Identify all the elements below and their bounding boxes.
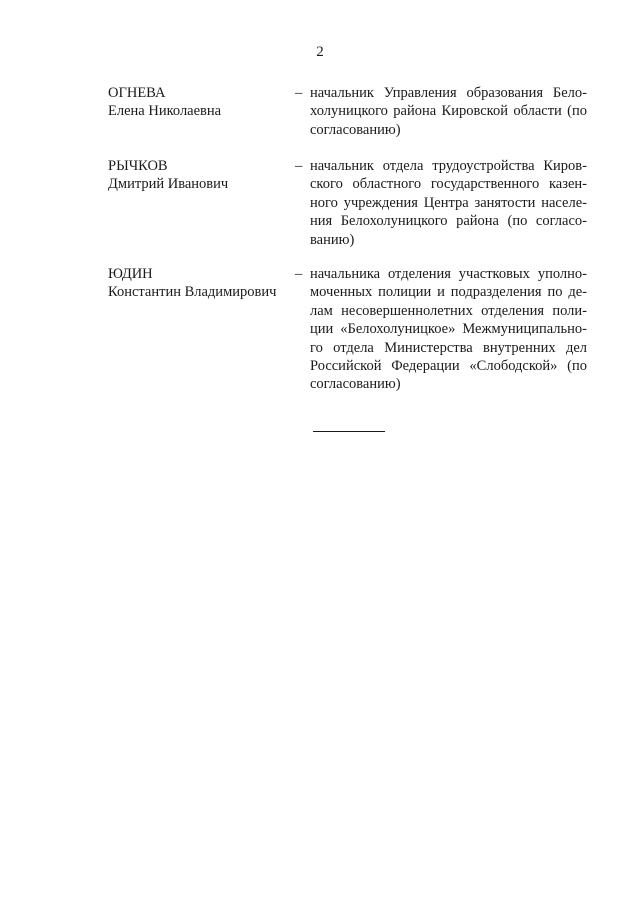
person-surname: ОГНЕВА [108, 85, 166, 101]
end-of-list-rule [313, 431, 385, 432]
person-name [108, 265, 288, 302]
person-given-names: Елена Николаевна [108, 103, 222, 120]
person-surname: РЫЧКОВ [108, 158, 168, 174]
person-position: начальник отдела трудоустройства Кировского областного государственного казенного учреждения Центра занятости населения Белохолуницкого района (по согласованию) [310, 158, 587, 248]
person-name [108, 84, 288, 121]
dash-separator: – [295, 158, 303, 174]
page-number: 2 [316, 44, 324, 60]
person-name [108, 157, 288, 194]
dash-separator: – [295, 266, 303, 282]
person-position: начальника отделения участковых уполномоченных полиции и подразделения по делам несовершеннолетних отделения полиции «Белохолуницкое» Межмуниципального отдела Министерства внутренних дел Российской Федерации «Слободской» (по согласованию) [310, 266, 587, 393]
dash-separator: – [295, 85, 303, 101]
person-given-names: Константин Владимирович [108, 284, 277, 301]
person-given-names: Дмитрий Иванович [108, 176, 229, 193]
person-surname: ЮДИН [108, 266, 153, 282]
person-position: начальник Управления образования Белохолуницкого района Кировской области (по согласованию) [310, 85, 587, 138]
